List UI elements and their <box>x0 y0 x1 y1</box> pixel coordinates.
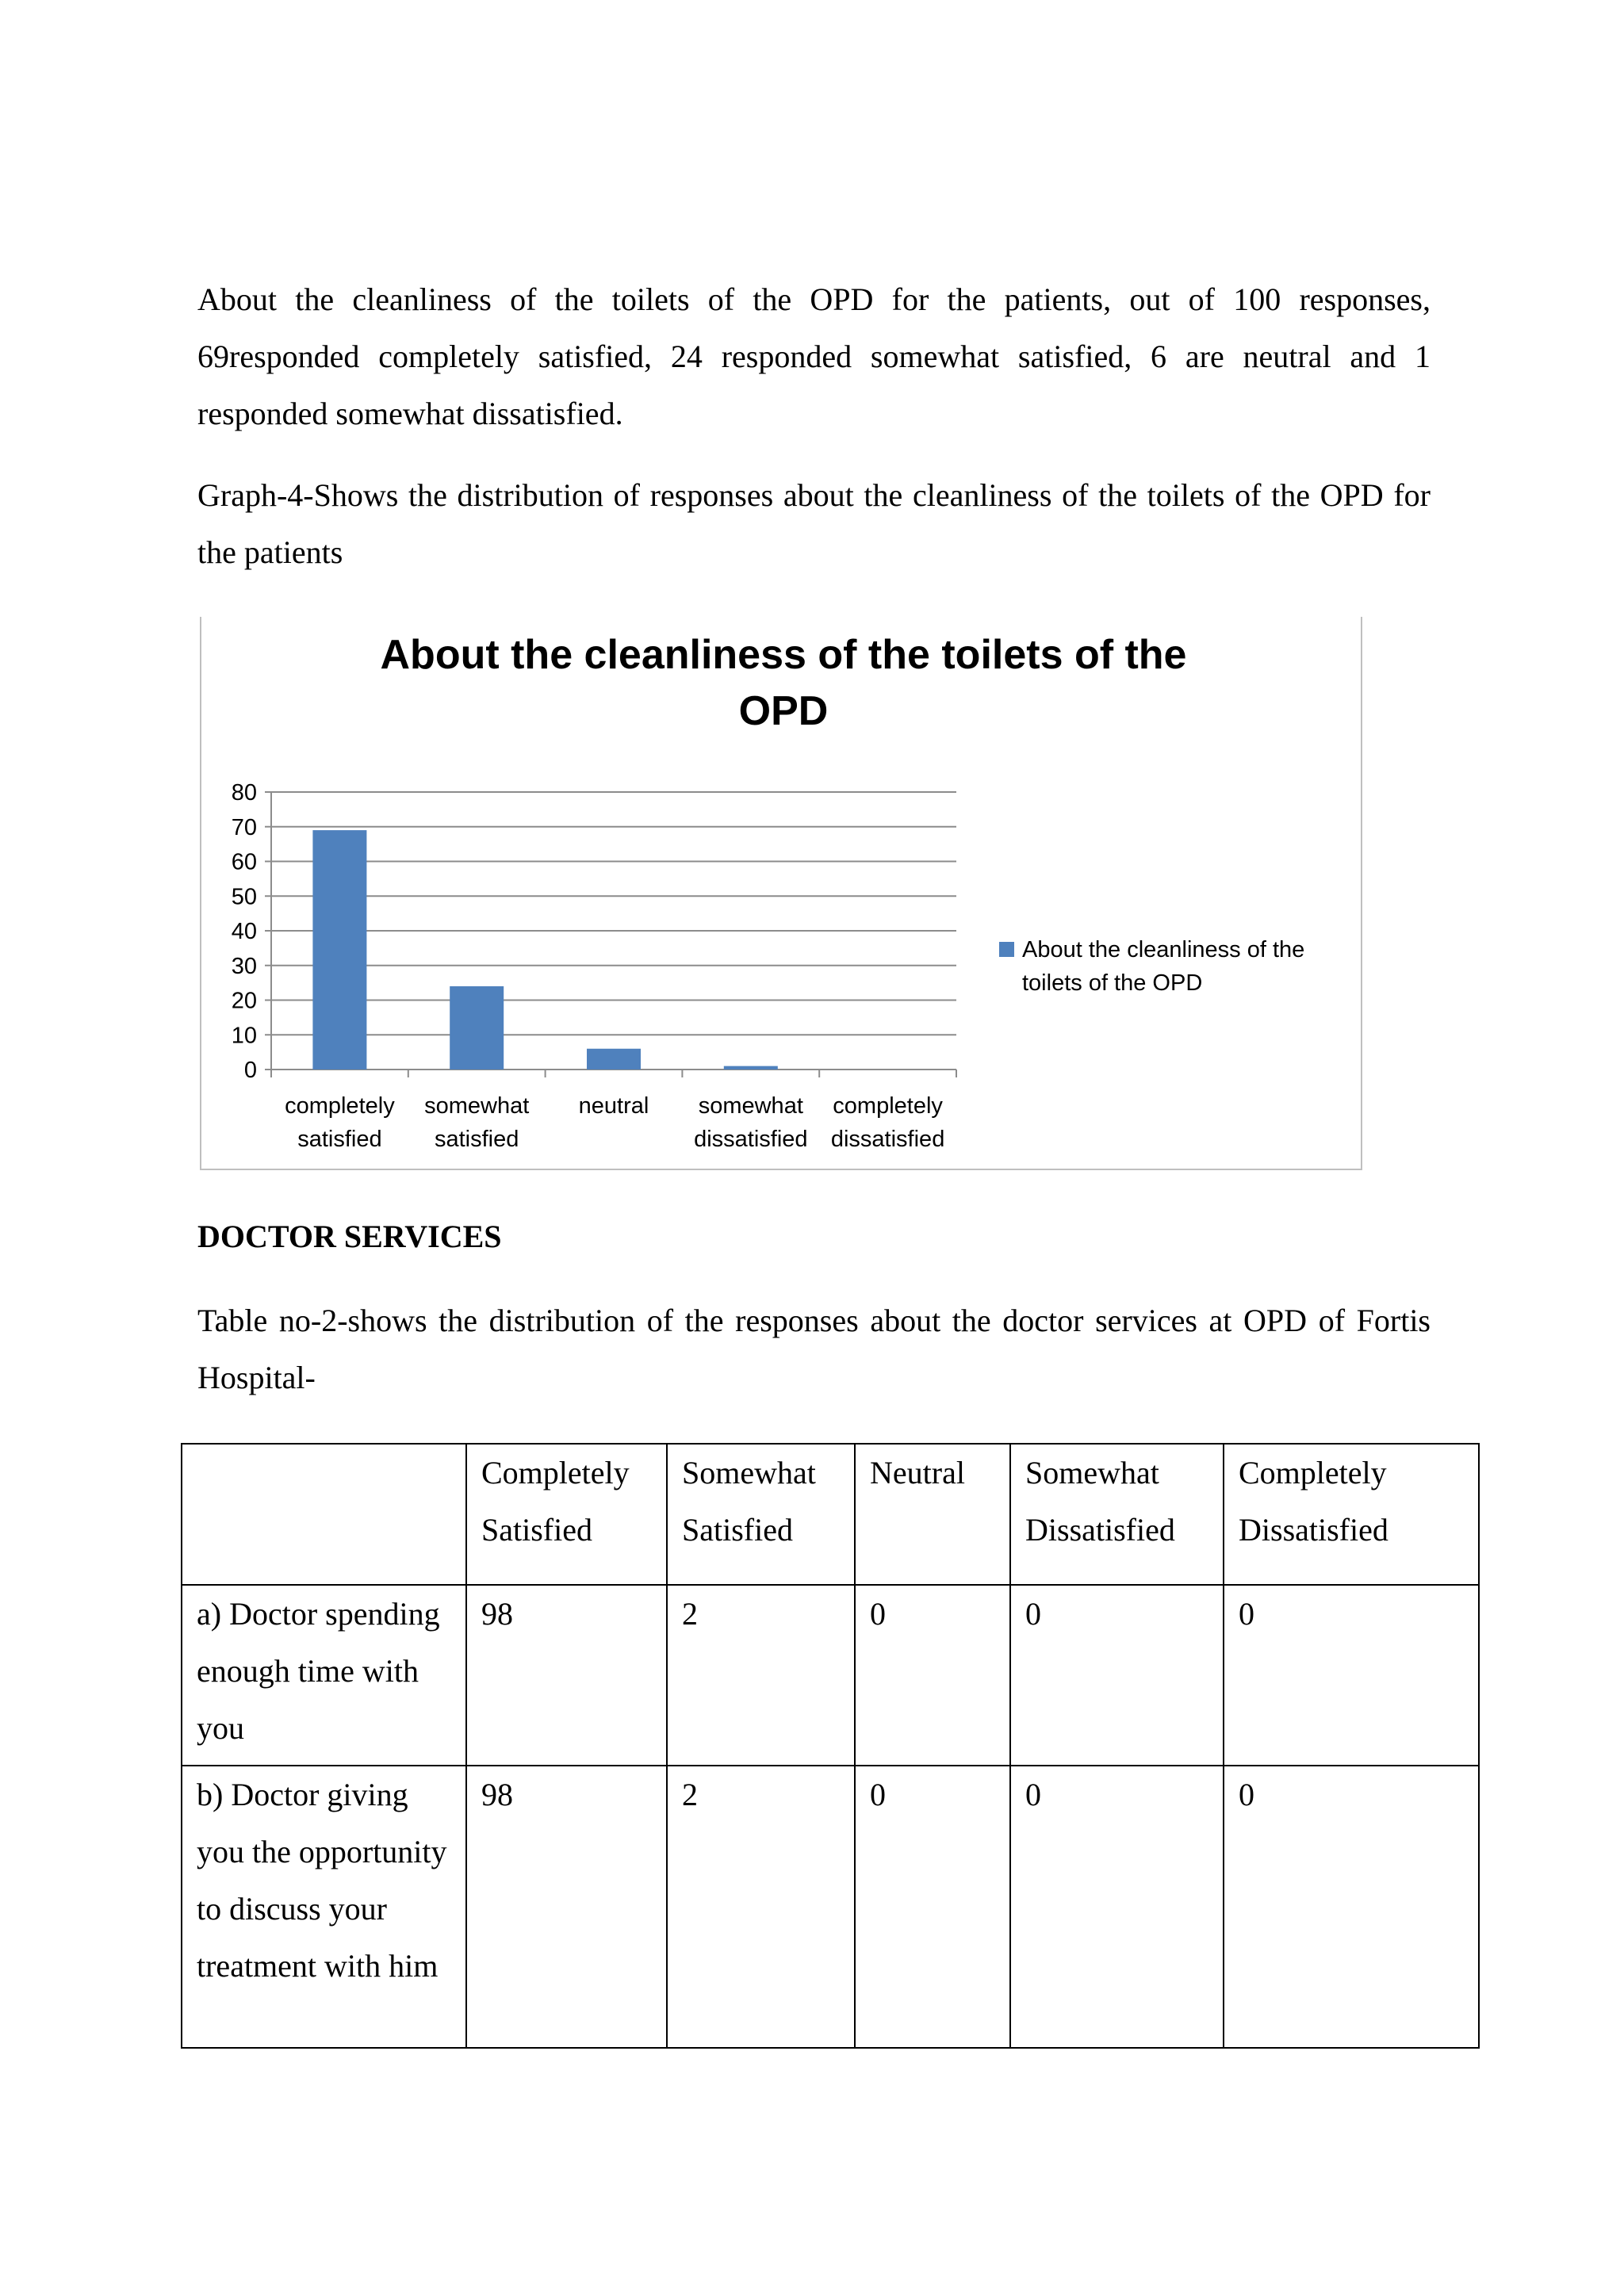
table-header-row <box>182 1444 1479 1585</box>
table-cell: 2 <box>667 1585 855 1766</box>
y-tick-label: 10 <box>231 1023 257 1049</box>
y-tick-label: 0 <box>243 1058 257 1083</box>
legend-label: toilets of the OPD <box>1022 970 1203 996</box>
legend-label: About the cleanliness of the <box>1022 937 1305 962</box>
table-cell: 0 <box>855 1585 1010 1766</box>
header-cell-somewhat-dissatisfied: Somewhat Dissatisfied <box>1010 1444 1224 1585</box>
table-cell: 0 <box>1224 1585 1479 1766</box>
graph-caption: Graph-4-Shows the distribution of responses about the cleanliness of the toilets of the OPD for the patients <box>197 477 1431 570</box>
y-tick-label: 20 <box>231 988 257 1014</box>
y-tick-label: 40 <box>231 919 257 944</box>
table-cell: 0 <box>855 1766 1010 2048</box>
header-cell-completely-dissatisfied: Completely Dissatisfied <box>1224 1444 1479 1585</box>
row-label: a) Doctor spending enough time with you <box>182 1585 466 1766</box>
section-heading: DOCTOR SERVICES <box>197 1219 502 1254</box>
legend-swatch <box>999 942 1014 957</box>
x-tick-label: completely <box>833 1093 943 1119</box>
header-cell-completely-satisfied: Completely Satisfied <box>466 1444 667 1585</box>
x-tick-label: satisfied <box>435 1127 519 1152</box>
chart-container <box>200 617 1362 1170</box>
x-tick-label: satisfied <box>297 1127 382 1152</box>
table-cell: 0 <box>1010 1585 1224 1766</box>
table-row <box>182 1585 1479 1766</box>
x-tick-label: neutral <box>578 1093 649 1119</box>
y-tick-label: 80 <box>231 780 257 806</box>
y-tick-label: 70 <box>231 814 257 840</box>
bar <box>587 1049 641 1070</box>
header-cell-empty <box>182 1444 466 1585</box>
chart-title-line-2: OPD <box>738 688 829 734</box>
table-cell: 98 <box>466 1585 667 1766</box>
intro-paragraph: About the cleanliness of the toilets of the OPD for the patients, out of 100 responses, 69responded completely satisfied, 24 responded somewhat satisfied, 6 are neutral and 1 responded somewhat dissatisfied. <box>197 281 1431 431</box>
doctor-services-table <box>181 1443 1480 2049</box>
chart-title: About the cleanliness of the toilets of the <box>380 632 1187 678</box>
x-tick-label: dissatisfied <box>694 1127 808 1152</box>
y-tick-label: 60 <box>231 849 257 875</box>
bar-chart <box>201 617 1364 1170</box>
header-cell-neutral: Neutral <box>855 1444 1010 1585</box>
table-cell: 0 <box>1010 1766 1224 2048</box>
table-caption: Table no-2-shows the distribution of the responses about the doctor services at OPD of Fortis Hospital- <box>197 1303 1431 1395</box>
y-tick-label: 30 <box>231 953 257 979</box>
x-tick-label: completely <box>285 1093 395 1119</box>
header-cell-somewhat-satisfied: Somewhat Satisfied <box>667 1444 855 1585</box>
y-tick-label: 50 <box>231 884 257 910</box>
table-cell: 0 <box>1224 1766 1479 2048</box>
bar <box>724 1066 778 1070</box>
table-cell: 2 <box>667 1766 855 2048</box>
bar <box>450 986 504 1070</box>
x-tick-label: somewhat <box>424 1093 530 1119</box>
x-tick-label: somewhat <box>698 1093 803 1119</box>
x-tick-label: dissatisfied <box>830 1127 945 1152</box>
table-cell: 98 <box>466 1766 667 2048</box>
row-label: b) Doctor giving you the opportunity to discuss your treatment with him <box>182 1766 466 2048</box>
bar <box>312 830 366 1070</box>
table-row <box>182 1766 1479 2048</box>
